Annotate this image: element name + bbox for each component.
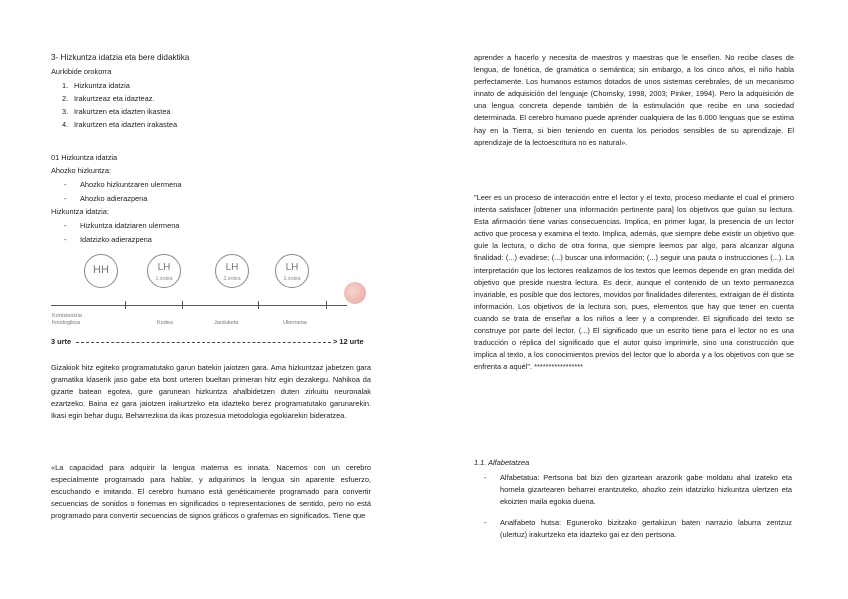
start-age-label: 3 urte — [51, 337, 72, 346]
quote-paragraph: «La capacidad para adquirir la lengua materna es innata. Nacemos con un cerebro especialmente programado para hablar, y adquirimos la lengua sin aparente esfuerzo, escuchando e imitando. El cerebro humano está genéticamente programado para convertir secuencias de sonidos o fonemas en significados o representaciones de sentido, pero no está programado para convertir secuencias de signos gráficos o grafemas en significados. Tiene que — [51, 463, 371, 521]
toc-heading: Aurkibide orokorra — [51, 67, 112, 76]
stage-circle: LH 1.ordea — [147, 254, 181, 288]
endpoint-image — [344, 282, 366, 304]
bullet-item: - Analfabeto hutsa: Eguneroko bizitzako gertakizun baten narrazio laburra zentzuz (ulertuz) irakurtzeko eta idazteko gai ez den pertsona. — [484, 518, 792, 539]
toc-item[interactable]: 3. Irakurtzen eta idazten ikastea — [62, 107, 171, 116]
toc-item[interactable]: 2. Irakurtzeaz eta idazteaz. — [62, 94, 155, 103]
list-item: - Hizkuntza idatziaren ulermena — [64, 221, 180, 230]
stage-label: Ulermena — [283, 320, 307, 326]
timeline-line — [51, 305, 347, 306]
quote-continuation: aprender a hacerlo y necesita de maestros y maestras que le enseñen. No recibe clases de lengua, de fonética, de gramática o semántica; sin embargo, a los cinco años, el niño habla perfectamente. Los humanos estamos dotados de unos sistemas cerebrales, de un mecanismo innato de adquisición del lenguaje (Chomsky, 1998, 2003; Pinker, 1994). Pero la adquisición de una lengua concreta depende también de la estimulación que recibe en una sociedad determinada. El cerebro humano puede aprender cualquiera de las 6.000 lenguas que se estima hay en la Tierra, si bien teniendo en cuenta los periodos sensibles de su aprendizaje. El aprendizaje de la lectoescritura no es natural». — [474, 53, 794, 147]
end-age-label: > 12 urte — [333, 337, 364, 346]
stage-circle: HH — [84, 254, 118, 288]
stage-label: Kontzientzia fonologikoa — [52, 313, 82, 326]
stage-label: Kodea — [157, 320, 173, 326]
section-title: 01 Hizkuntza idatzia — [51, 153, 118, 162]
toc-item[interactable]: 4. Irakurtzen eta idazten irakastea — [62, 120, 178, 129]
stage-circle: LH 3.ordea — [275, 254, 309, 288]
toc-item[interactable]: 1. Hizkuntza idatzia — [62, 81, 130, 90]
document-title: 3- Hizkuntza idatzia eta bere didaktika — [51, 53, 190, 62]
list-item: - Ahozko adierazpena — [64, 194, 148, 203]
stage-circle: LH 2.ordea — [215, 254, 249, 288]
stage-label: Jarduketa — [214, 320, 239, 326]
written-heading: Hizkuntza idatzia: — [51, 207, 109, 216]
oral-heading: Ahozko hizkuntza: — [51, 166, 111, 175]
bullet-item: - Alfabetatua: Pertsona bat bizi den gizartean arazorik gabe moldatu ahal izateko eta hornela gizartearen beharrei erantzuteko, ahozko zein idatzizko hizkuntza ulertzen eta ekoizten maila egokia duena. — [484, 473, 792, 506]
body-paragraph: Gizakiok hitz egiteko programatutako garun batekin jaiotzen gara. Ama hizkuntzaz jabetzen gara gramatika klaserik jaso gabe eta bost urteren bueltan primeran hitz egin dezakegu. Nahikoa da gizarte batean egotea, gure garunean hizkuntza ahalbidetzen duten zirkuitu neuronalak ezartzeko. Baina ez gara jaiotzen irakurtzeko eta idazteko berez programatutako garunarekin. Ikasi egin behar dugu. Beharrezkoa da ikas prozesua metodologia egokiarekin bideratzea. — [51, 363, 371, 421]
age-arrow — [76, 342, 331, 343]
subsection-title: 1.1. Alfabetatzea — [474, 458, 530, 467]
right-page — [424, 0, 848, 599]
list-item: - Ahozko hizkuntzaren ulermena — [64, 180, 182, 189]
list-item: - Idatzizko adierazpena — [64, 235, 152, 244]
quote-paragraph: "Leer es un proceso de interacción entre el lector y el texto, proceso mediante el cual el primero intenta satisfacer [obtener una información pertinente para] los objetivos que guían su lectura. Esta afirmación tiene varias consecuencias. Implica, en primer lugar, la presencia de un lector activo que procesa y examina el texto. Implica, además, que siempre debe existir un objetivo que guíe la lectura, o dicho de otra forma, que siempre leemos par algo, para alcanzar alguna finalidad: (...) evadirse; (...) buscar una información; (...) seguir una pauta o instrucciones (...). La interpretación que los lectores realizamos de los textos que leemos depende en gran medida del objetivo que preside nuestra lectura. Es decir, aunque el contenido de un texto permanezca invariable, es posible que dos lectores, movidos por finalidades diferentes, extraigan de él distinta información. Los objetivos de la lectura son, pues, elementos que hay que tener en cuenta cuando se trata de enseñar a los niños a leer y a comprender. El significado del texto se construye por parte del lector. (...) El significado que un escrito tiene para el lector no es una traducción o réplica del significado que el autor quiso imprimirle, sino una construcción que implica al texto, a los conocimientos previos del lector que lo aborda y a los objetivos con que se enfrenta a aquél". ***************** — [474, 193, 794, 372]
